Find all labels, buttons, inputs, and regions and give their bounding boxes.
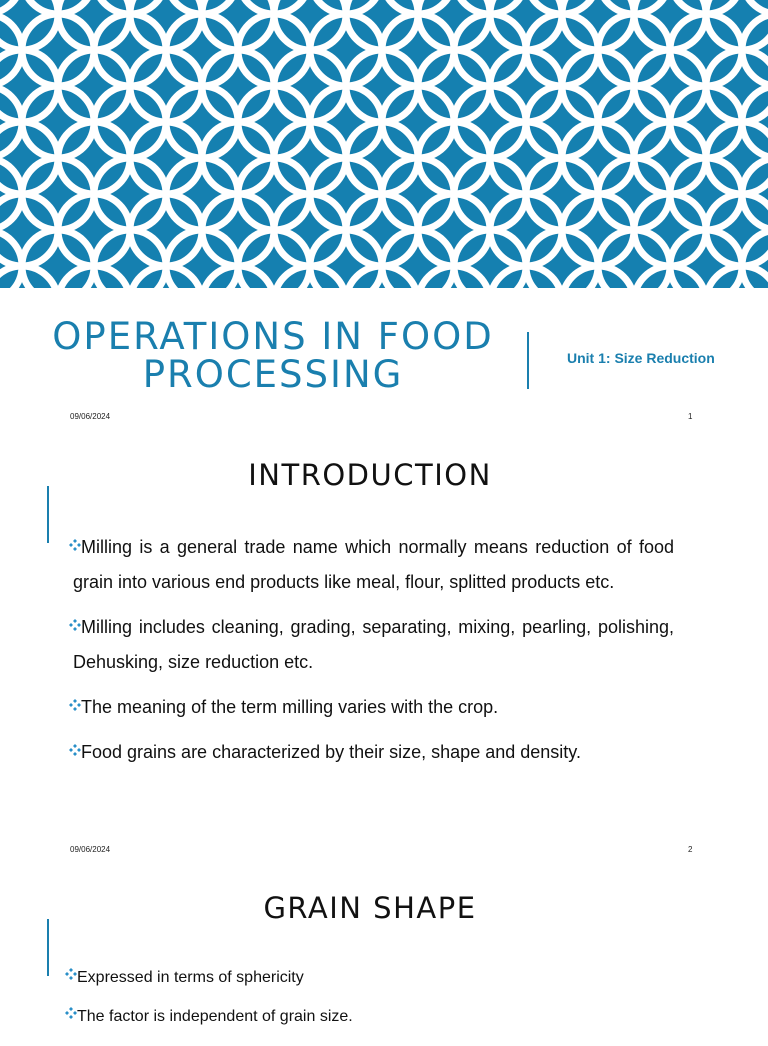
bullet-text: The meaning of the term milling varies with the crop. [81,697,499,717]
four-diamond-bullet-icon [69,619,81,631]
four-diamond-bullet-icon [69,539,81,551]
bullet-text: Milling is a general trade name which normally means reduction of food grain into various end products like meal, flour, splitted products etc. [73,537,674,592]
bullet-text: Milling includes cleaning, grading, separating, mixing, pearling, polishing, Dehusking, size reduction etc. [73,617,674,672]
slide2-bullet-list [73,530,674,780]
slide1-footer-date: 09/06/2024 [70,412,111,421]
list-item [73,530,674,600]
list-item [69,1007,670,1027]
slide3-accent-bar [47,919,49,976]
list-item [73,735,674,770]
slide3-bullet-list [69,968,670,1046]
four-diamond-bullet-icon [65,968,77,980]
list-item [73,690,674,725]
slide2-accent-bar [47,486,49,543]
bullet-text: Expressed in terms of sphericity [77,969,304,986]
bullet-text: Food grains are characterized by their size, shape and density. [81,742,581,762]
slide2-footer-date: 09/06/2024 [70,845,111,854]
slide2-page-number: 2 [688,845,693,854]
title-divider [527,332,529,389]
list-item [69,968,670,988]
bullet-text: The factor is independent of grain size. [77,1008,353,1025]
four-diamond-bullet-icon [69,744,81,756]
slide1-page-number: 1 [688,412,693,421]
presentation-title: OPERATIONS IN FOOD PROCESSING [52,315,494,396]
four-diamond-bullet-icon [65,1007,77,1019]
four-diamond-bullet-icon [69,699,81,711]
list-item [73,610,674,680]
presentation-subtitle: Unit 1: Size Reduction [567,350,715,366]
ring-pattern [0,0,768,288]
title-banner-pattern [0,0,768,288]
slide3-heading: GRAIN SHAPE [263,891,477,925]
slide2-heading: INTRODUCTION [248,458,492,492]
